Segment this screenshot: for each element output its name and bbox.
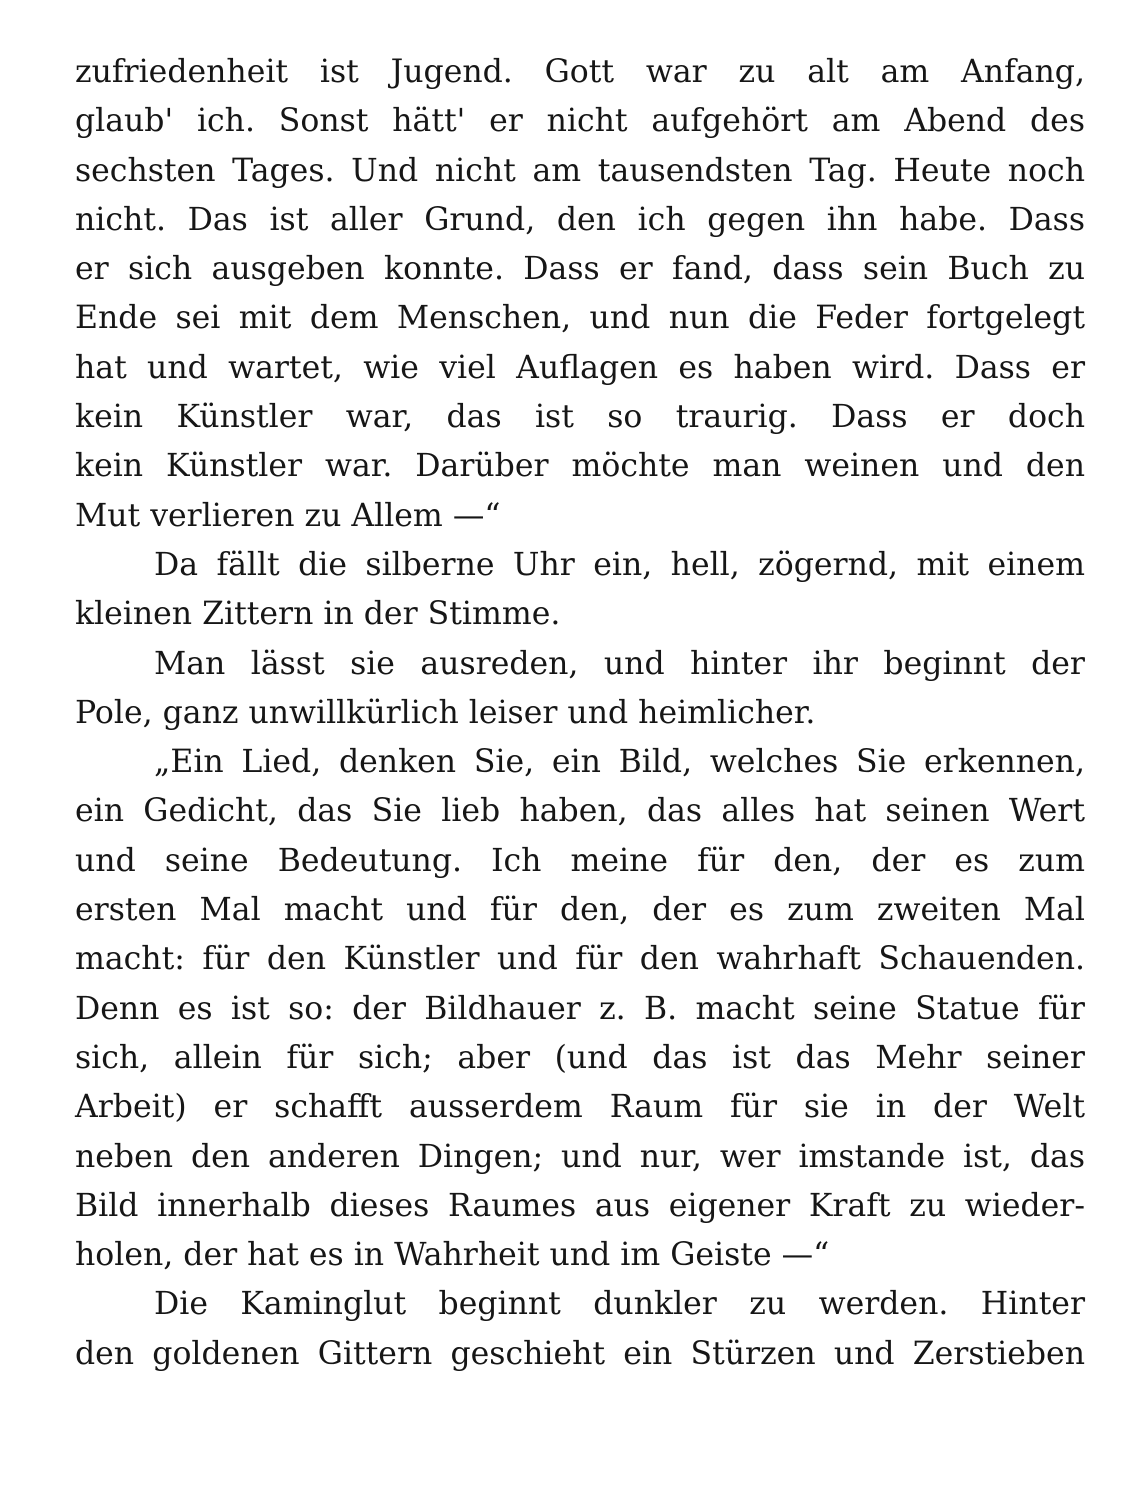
text-line: hat und wartet, wie viel Auflagen es haben wird. Dass er bbox=[75, 349, 1085, 386]
book-page-text bbox=[75, 48, 1085, 1379]
text-line: und seine Bedeutung. Ich meine für den, der es zum bbox=[75, 842, 1085, 879]
paragraph-first-line: Da fällt die silberne Uhr ein, hell, zögernd, mit einem bbox=[154, 546, 1085, 583]
text-line: ein Gedicht, das Sie lieb haben, das alles hat seinen Wert bbox=[75, 793, 1085, 830]
paragraph-first-line: „Ein Lied, denken Sie, ein Bild, welches Sie erkennen, bbox=[154, 744, 1085, 781]
text-line: Denn es ist so: der Bildhauer z. B. macht seine Statue für bbox=[75, 990, 1085, 1027]
text-line: zufriedenheit ist Jugend. Gott war zu alt am Anfang, bbox=[75, 54, 1085, 90]
text-line: kein Künstler war, das ist so traurig. Dass er doch bbox=[75, 399, 1085, 436]
text-line: ersten Mal macht und für den, der es zum zweiten Mal bbox=[75, 892, 1085, 929]
paragraph-end-line: holen, der hat es in Wahrheit und im Geiste —“ bbox=[75, 1237, 830, 1274]
text-line: den goldenen Gittern geschieht ein Stürzen und Zerstieben bbox=[75, 1335, 1085, 1372]
text-line: Arbeit) er schafft ausserdem Raum für sie in der Welt bbox=[75, 1089, 1085, 1126]
text-line: Ende sei mit dem Menschen, und nun die Feder fortgelegt bbox=[75, 300, 1085, 337]
paragraph-first-line: Die Kaminglut beginnt dunkler zu werden. Hinter bbox=[154, 1286, 1085, 1323]
text-line: Bild innerhalb dieses Raumes aus eigener Kraft zu wieder- bbox=[75, 1187, 1085, 1224]
text-line: nicht. Das ist aller Grund, den ich gegen ihn habe. Dass bbox=[75, 201, 1085, 238]
text-line: sechsten Tages. Und nicht am tausendsten Tag. Heute noch bbox=[75, 152, 1085, 189]
text-line: kein Künstler war. Darüber möchte man weinen und den bbox=[75, 448, 1085, 485]
paragraph-end-line: Mut verlieren zu Allem —“ bbox=[75, 497, 501, 534]
text-line: sich, allein für sich; aber (und das ist das Mehr seiner bbox=[75, 1039, 1085, 1076]
paragraph-end-line: kleinen Zittern in der Stimme. bbox=[75, 596, 561, 633]
text-line: glaub' ich. Sonst hätt' er nicht aufgehört am Abend des bbox=[75, 103, 1085, 140]
paragraph-first-line: Man lässt sie ausreden, und hinter ihr beginnt der bbox=[154, 645, 1085, 682]
text-line: neben den anderen Dingen; und nur, wer imstande ist, das bbox=[75, 1138, 1085, 1175]
paragraph-end-line: Pole, ganz unwillkürlich leiser und heimlicher. bbox=[75, 694, 816, 731]
text-line: macht: für den Künstler und für den wahrhaft Schauenden. bbox=[75, 941, 1085, 978]
text-line: er sich ausgeben konnte. Dass er fand, dass sein Buch zu bbox=[75, 251, 1085, 288]
